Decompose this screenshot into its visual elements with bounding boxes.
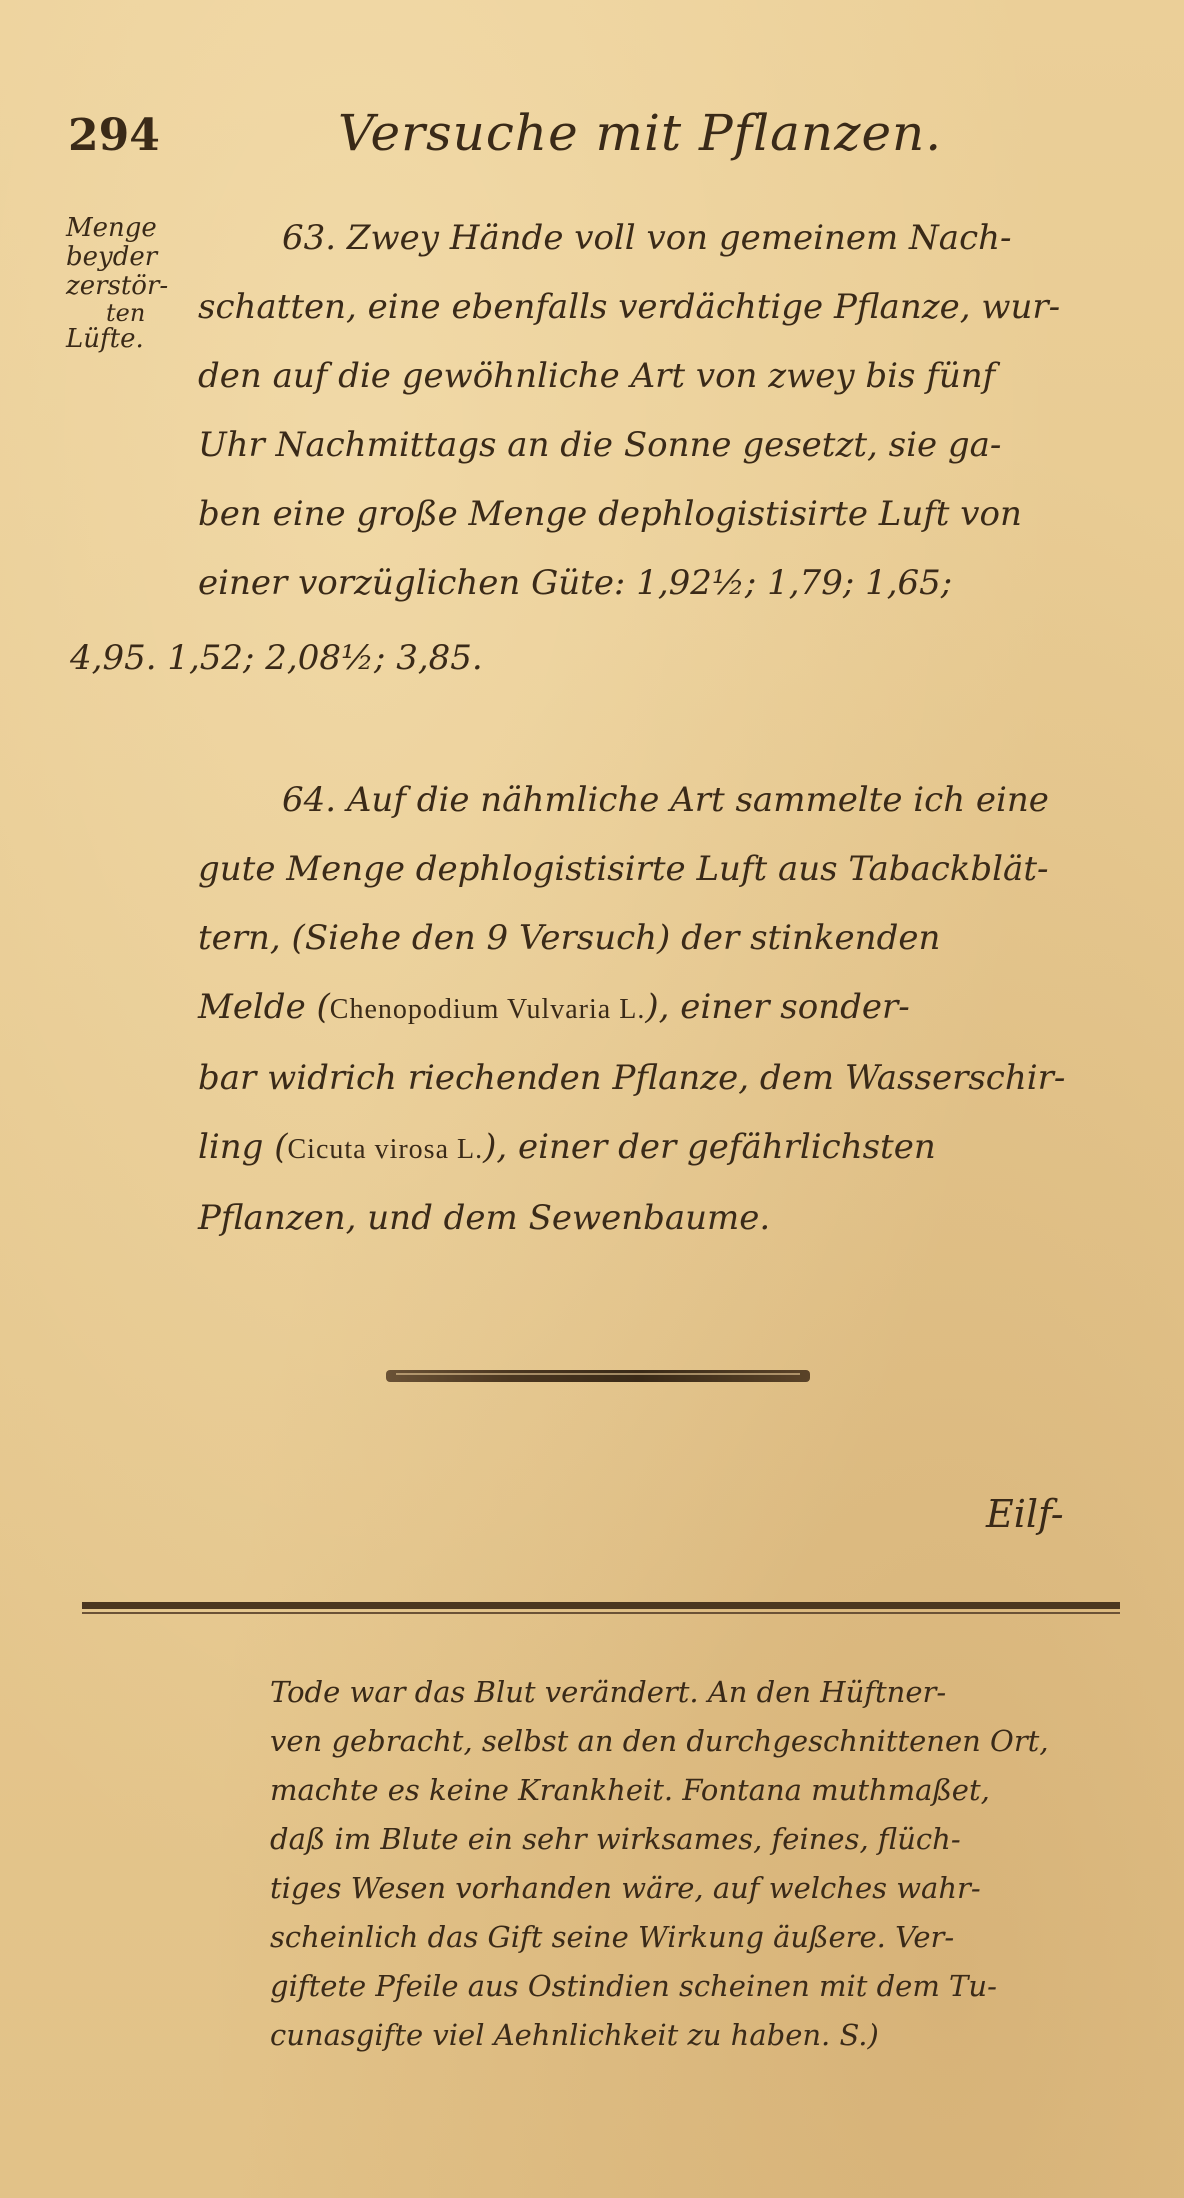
text-line xyxy=(198,973,1158,1044)
footnote-line: daß im Blute ein sehr wirksames, feines, flüch- xyxy=(270,1822,961,1856)
footnote-line: machte es keine Krankheit. Fontana muthmaßet, xyxy=(270,1773,990,1807)
text-line xyxy=(198,1113,1158,1184)
text-line: 64. Auf die nähmliche Art sammelte ich eine xyxy=(282,780,1049,820)
text-line: ben eine große Menge dephlogistisirte Luft von xyxy=(198,494,1022,534)
margin-note-line: beyder xyxy=(66,242,158,272)
text-segment: ), einer sonder- xyxy=(645,987,910,1027)
running-title: Versuche mit Pflanzen. xyxy=(338,104,943,162)
text-line: tern, (Siehe den 9 Versuch) der stinkenden xyxy=(198,918,941,958)
text-line: Uhr Nachmittags an die Sonne gesetzt, sie ga- xyxy=(198,425,1002,465)
latin-species-name: Chenopodium Vulvaria L. xyxy=(329,994,646,1025)
text-line: 63. Zwey Hände voll von gemeinem Nach- xyxy=(282,218,1012,258)
footnote-line: scheinlich das Gift seine Wirkung äußere. Ver- xyxy=(270,1920,955,1954)
footnote-rule-thin xyxy=(82,1612,1120,1614)
paragraph-63 xyxy=(198,204,1158,618)
margin-note xyxy=(66,214,186,354)
margin-note-line: Lüfte. xyxy=(66,324,144,354)
latin-species-name: Cicuta virosa L. xyxy=(287,1134,484,1165)
footnote-line: ven gebracht, selbst an den durchgeschnittenen Ort, xyxy=(270,1724,1049,1758)
text-line: schatten, eine ebenfalls verdächtige Pflanze, wur- xyxy=(198,287,1061,327)
text-segment: ), einer der gefährlichsten xyxy=(483,1127,936,1167)
footnote-rule xyxy=(82,1602,1120,1609)
text-line: Pflanzen, und dem Sewenbaume. xyxy=(198,1198,771,1238)
page-header xyxy=(68,100,1128,180)
footnote-line: tiges Wesen vorhanden wäre, auf welches wahr- xyxy=(270,1871,981,1905)
paragraph-64 xyxy=(198,766,1158,1253)
text-segment: ling ( xyxy=(198,1127,288,1167)
page-number: 294 xyxy=(68,110,160,161)
footnote-line: cunasgifte viel Aehnlichkeit zu haben. S.) xyxy=(270,2018,879,2052)
footnote xyxy=(270,1668,1130,2060)
text-segment: Melde ( xyxy=(198,987,330,1027)
margin-note-line: Menge xyxy=(66,213,157,243)
footnote-line: giftete Pfeile aus Ostindien scheinen mit dem Tu- xyxy=(270,1969,997,2003)
text-line: einer vorzüglichen Güte: 1,92½; 1,79; 1,65; xyxy=(198,563,953,603)
text-line: gute Menge dephlogistisirte Luft aus Tabackblät- xyxy=(198,849,1049,889)
paragraph-63-tail: 4,95. 1,52; 2,08½; 3,85. xyxy=(70,638,483,678)
text-line: den auf die gewöhnliche Art von zwey bis fünf xyxy=(198,356,996,396)
catchword: Eilf- xyxy=(986,1492,1064,1536)
margin-note-line: zerstör- xyxy=(66,271,169,301)
margin-note-line: ten xyxy=(106,299,146,327)
footnote-line: Tode war das Blut verändert. An den Hüftner- xyxy=(270,1675,947,1709)
section-ornament xyxy=(386,1370,810,1382)
text-line: bar widrich riechenden Pflanze, dem Wasserschir- xyxy=(198,1058,1066,1098)
